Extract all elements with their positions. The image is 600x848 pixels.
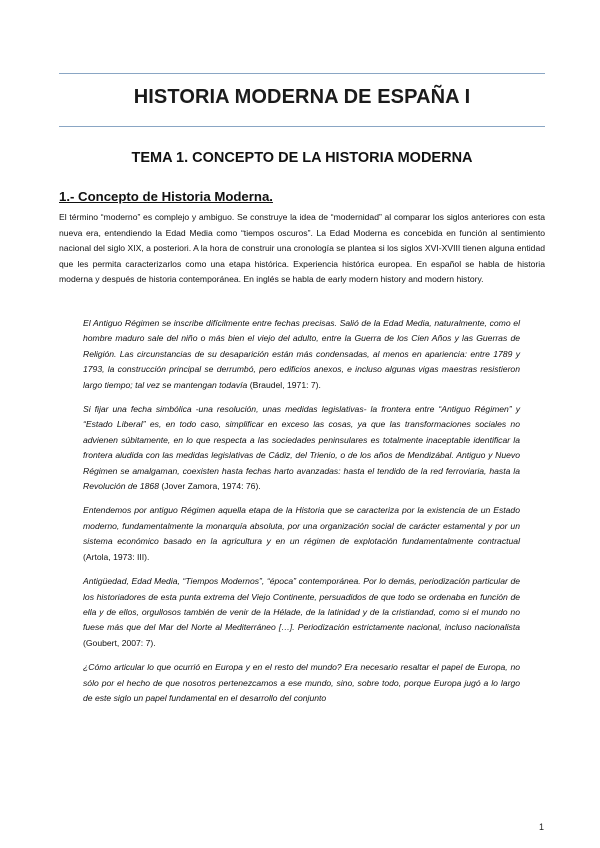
- section-heading: 1.- Concepto de Historia Moderna.: [59, 189, 273, 204]
- quote-text: ¿Cómo articular lo que ocurrió en Europa y en el resto del mundo? Era necesario resaltar el papel de Europa, no sólo por el hecho de que nosotros pertenezcamos a ese mundo, sino, sobre todo, porque Europa jugó a lo largo de este siglo un papel fundamental en el desarrollo del conjunto: [83, 662, 520, 703]
- quote-text: Antigüedad, Edad Media, “Tiempos Modernos”, “época” contemporánea. Por lo demás, periodización particular de los historiadores de esta punta extrema del Viejo Continente, persuadidos de que todo se ordenaba en función de ella y de ellos, orgullosos también de venir de la Hélade, de la latinidad y de la cristiandad, como si el mundo no fuese más que del Mar del Norte al Mediterráneo […]. Periodización estrictamente nacional, incluso nacionalista: [83, 576, 520, 633]
- quote-artola: [83, 503, 520, 565]
- title-bottom-rule: [59, 126, 545, 127]
- quote-goubert: [83, 574, 520, 651]
- quote-text: Si fijar una fecha simbólica -una resolución, unas medidas legislativas- la frontera entre “Antiguo Régimen” y “Estado Liberal” es, en todo caso, simplificar en exceso las cosas, ya que las transformaciones sociales no advienen súbitamente, en lo que respecta a las sociedades peninsulares es totalmente inaceptable identificar la frontera aludida con las medidas legislativas de Cádiz, del Trienio, o de los años de Mendizábal. Antiguo y Nuevo Régimen se amalgaman, coexisten hasta fechas harto avanzadas: hasta el tendido de la red ferroviaria, hasta la Revolución de 1868: [83, 404, 520, 492]
- quote-citation: (Goubert, 2007: 7).: [83, 637, 156, 648]
- quote-text: Entendemos por antiguo Régimen aquella etapa de la Historia que se caracteriza por la existencia de un Estado moderno, fundamentalmente la monarquía absoluta, por una organización social de carácter estamental y por un sistema económico basado en la agricultura y en un régimen de explotación fundamentalmente contractual: [83, 505, 520, 547]
- intro-paragraph: El término “moderno” es complejo y ambiguo. Se construye la idea de “modernidad” al comparar los siglos anteriores con esta nueva era, entendiendo la Edad Media como “tiempos oscuros”. La Edad Moderna es concebida en función al sentimiento nacional del siglo XIX, a posteriori. A la hora de construir una cronología se plantea si los siglos XVI-XVIII tienen alguna entidad que les permita caracterizarlos como una etapa histórica. Experiencia histórica europea. En español se habla de historia moderna y después de historia contemporánea. En inglés se habla de early modern history and modern history.: [59, 212, 545, 284]
- quote-europe: [83, 660, 520, 706]
- quote-citation: (Jover Zamora, 1974: 76).: [158, 481, 261, 492]
- title-top-rule: [59, 73, 545, 74]
- document-title: HISTORIA MODERNA DE ESPAÑA I: [133, 86, 471, 108]
- page-number: 1: [538, 822, 544, 832]
- quote-text: El Antiguo Régimen se inscribe difícilmente entre fechas precisas. Salió de la Edad Media, naturalmente, como el hombre maduro sale del niño o más bien el viejo del adulto, entre la Guerra de los Cien Años y las Guerras de Religión. Las circunstancias de su desaparición están más condensadas, al menos en apariencia: entre 1789 y 1793, la construcción principal se derrumbó, pero edificios anexos, e incluso algunas vigas maestras resistieron largo tiempo; tal vez se mantengan todavía: [83, 318, 520, 390]
- quote-citation: (Artola, 1973: III).: [83, 551, 150, 562]
- quote-citation: (Braudel, 1971: 7).: [247, 379, 321, 390]
- quotes-block: [83, 316, 520, 715]
- quote-braudel: [83, 316, 520, 393]
- quote-jover-zamora: [83, 402, 520, 494]
- chapter-title: TEMA 1. CONCEPTO DE LA HISTORIA MODERNA: [131, 150, 473, 166]
